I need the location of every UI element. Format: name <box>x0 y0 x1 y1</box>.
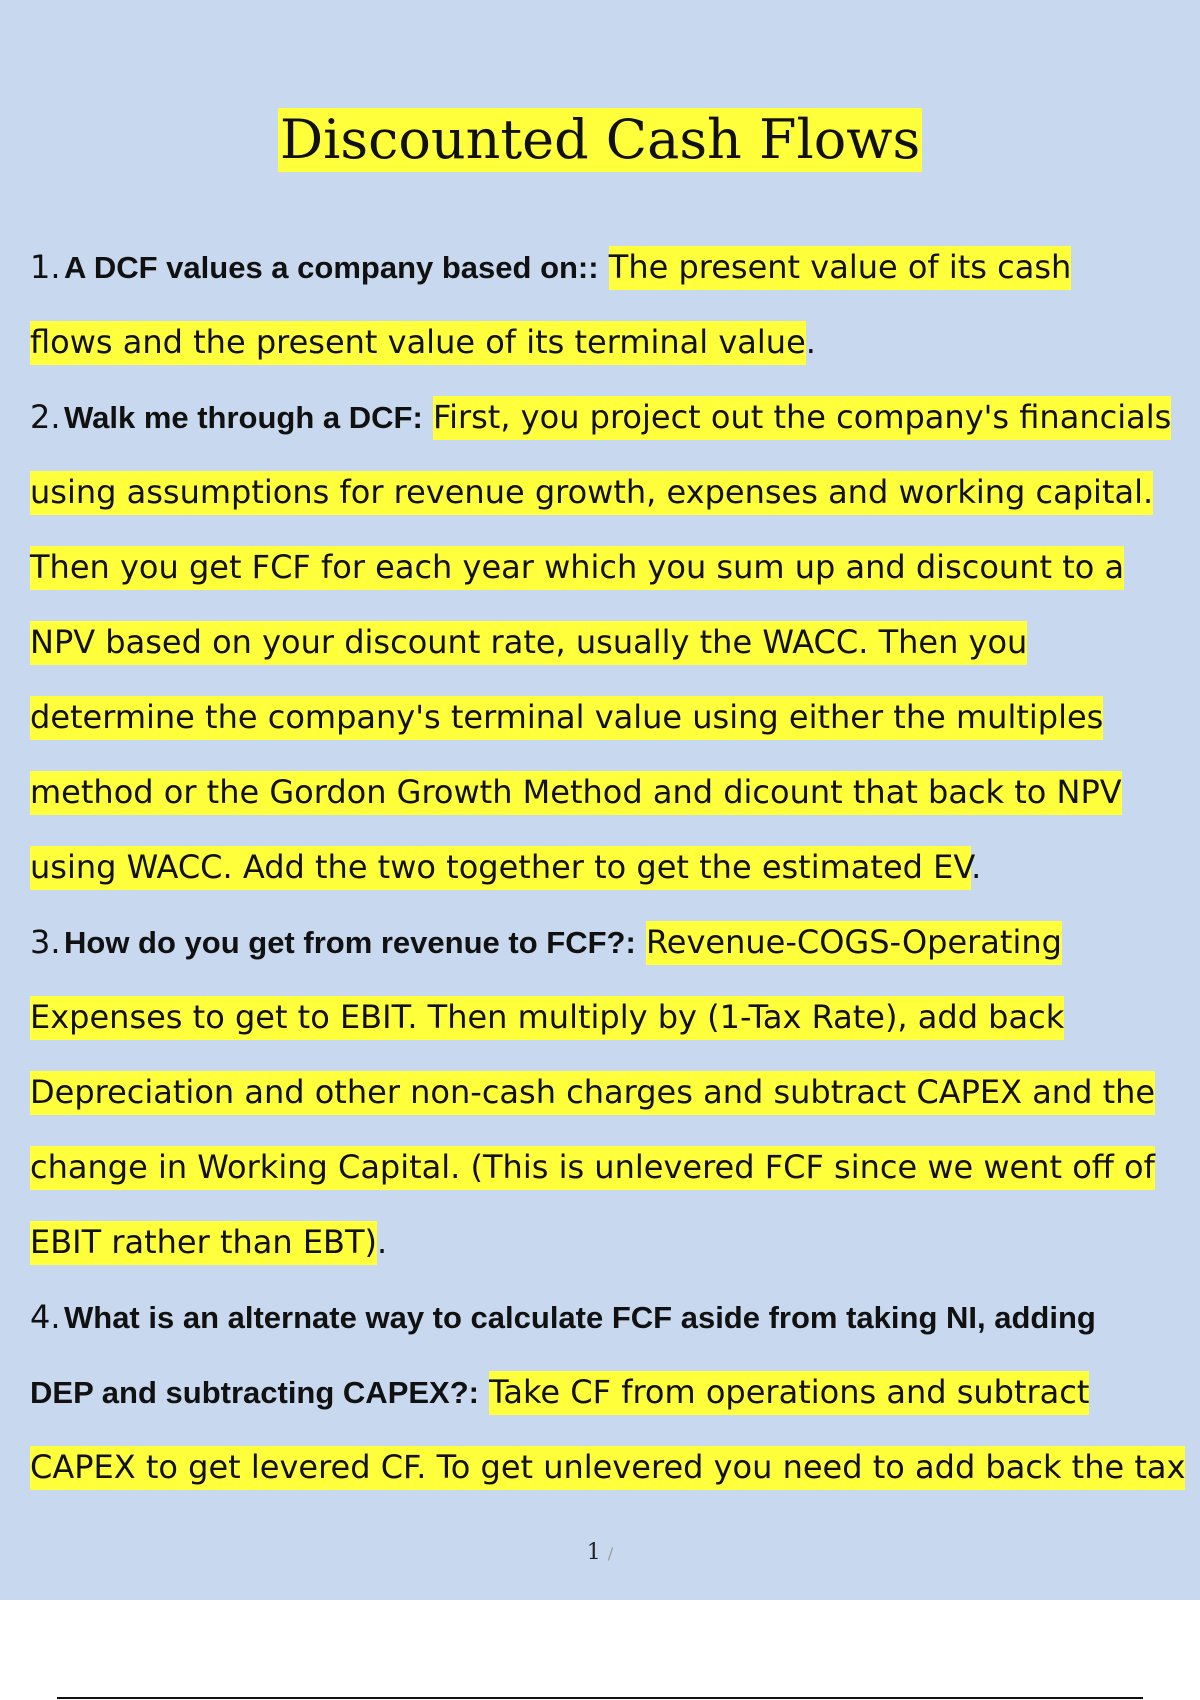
answer-text: Depreciation and other non-cash charges and subtract CAPEX and the <box>30 1071 1155 1115</box>
page-number-separator: / <box>607 1544 614 1563</box>
answer-trailing: . <box>805 323 816 361</box>
qa-item-2-line-3 <box>30 530 1200 605</box>
qa-item-4-line-1 <box>30 1280 1200 1355</box>
qa-item-4-line-3 <box>30 1430 1200 1505</box>
item-number: 3. <box>30 923 61 961</box>
qa-list <box>30 230 1200 1505</box>
answer-text: First, you project out the company's financials <box>433 396 1171 440</box>
page-number <box>0 1540 1200 1565</box>
answer-text: Revenue-COGS-Operating <box>646 921 1062 965</box>
answer-trailing: . <box>377 1223 388 1261</box>
answer-text: change in Working Capital. (This is unlevered FCF since we went off of <box>30 1146 1155 1190</box>
question-text: Walk me through a DCF: <box>64 400 423 435</box>
answer-text: Expenses to get to EBIT. Then multiply by (1-Tax Rate), add back <box>30 996 1064 1040</box>
qa-item-2-line-1 <box>30 380 1200 455</box>
qa-item-3-line-2 <box>30 980 1200 1055</box>
qa-item-3-line-5 <box>30 1205 1200 1280</box>
page-number-value: 1 <box>586 1540 601 1565</box>
answer-trailing: . <box>971 848 982 886</box>
answer-text: The present value of its cash <box>609 246 1072 290</box>
item-number: 1. <box>30 248 61 286</box>
answer-text: using WACC. Add the two together to get the estimated EV <box>30 846 971 890</box>
answer-text: flows and the present value of its terminal value <box>30 321 806 365</box>
item-number: 2. <box>30 398 61 436</box>
answer-text: Take CF from operations and subtract <box>489 1371 1089 1415</box>
qa-item-2-line-6 <box>30 755 1200 830</box>
qa-item-2-line-2 <box>30 455 1200 530</box>
question-text: A DCF values a company based on:: <box>64 250 599 285</box>
answer-text: EBIT rather than EBT) <box>30 1221 377 1265</box>
question-text: How do you get from revenue to FCF?: <box>64 925 636 960</box>
answer-text: Then you get FCF for each year which you sum up and discount to a <box>30 546 1124 590</box>
qa-item-2-line-7 <box>30 830 1200 905</box>
answer-text: NPV based on your discount rate, usually the WACC. Then you <box>30 621 1027 665</box>
answer-text: method or the Gordon Growth Method and dicount that back to NPV <box>30 771 1122 815</box>
footer-rule <box>57 1697 1143 1699</box>
item-number: 4. <box>30 1298 61 1336</box>
qa-item-3-line-3 <box>30 1055 1200 1130</box>
qa-item-1-line-2 <box>30 305 1200 380</box>
answer-text: determine the company's terminal value using either the multiples <box>30 696 1103 740</box>
answer-text: CAPEX to get levered CF. To get unlevered you need to add back the tax <box>30 1446 1185 1490</box>
qa-item-2-line-4 <box>30 605 1200 680</box>
qa-item-1-line-1 <box>30 230 1200 305</box>
document-title: Discounted Cash Flows <box>279 108 921 171</box>
question-text: What is an alternate way to calculate FCF aside from taking NI, adding <box>64 1300 1096 1335</box>
qa-item-3-line-1 <box>30 905 1200 980</box>
qa-item-4-line-2 <box>30 1355 1200 1430</box>
question-text: DEP and subtracting CAPEX?: <box>30 1375 479 1410</box>
qa-item-3-line-4 <box>30 1130 1200 1205</box>
answer-text: using assumptions for revenue growth, expenses and working capital. <box>30 471 1153 515</box>
qa-item-2-line-5 <box>30 680 1200 755</box>
